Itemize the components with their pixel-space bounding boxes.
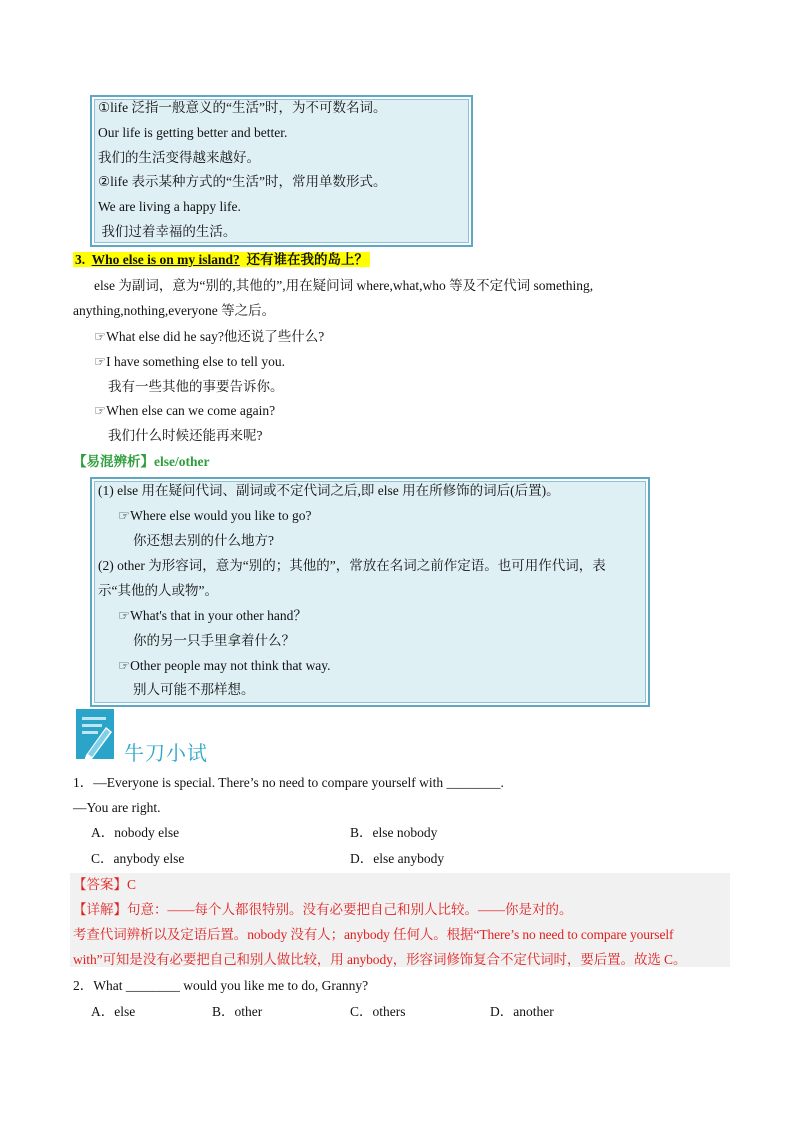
point3-example-2: ☞I have something else to tell you. bbox=[94, 354, 285, 369]
q1-detail-3: with”可知是没有必要把自己和别人做比较，用 anybody，形容词修饰复合不定代词时，要后置。故选 C。 bbox=[73, 952, 687, 967]
point3-highlight bbox=[73, 252, 370, 267]
note-box-life-fill bbox=[94, 99, 469, 243]
box1-line-3: 我们的生活变得越来越好。 bbox=[98, 150, 260, 165]
q2-option-d: D．another bbox=[490, 1004, 554, 1019]
box1-line-5: We are living a happy life. bbox=[98, 199, 241, 214]
box2-line-8: ☞Other people may not think that way. bbox=[118, 658, 331, 673]
q1-detail-1: 【详解】句意：——每个人都很特别。没有必要把自己和别人比较。——你是对的。 bbox=[73, 902, 573, 917]
point3-number: 3. bbox=[75, 252, 86, 267]
q1-option-c: C．anybody else bbox=[91, 851, 185, 866]
point3-translation: 还有谁在我的岛上？ bbox=[246, 252, 369, 267]
q1-stem: 1．—Everyone is special. There’s no need to compare yourself with ________. bbox=[73, 775, 504, 790]
box2-line-4: (2) other 为形容词，意为“别的；其他的”，常放在名词之前作定语。也可用作代词，表 bbox=[98, 558, 606, 573]
point3-example-4: ☞When else can we come again? bbox=[94, 403, 276, 418]
q1-option-b: B．else nobody bbox=[350, 825, 438, 840]
q1-answer: 【答案】C bbox=[73, 877, 137, 892]
point3-example-1: ☞What else did he say?他还说了些什么? bbox=[94, 329, 325, 344]
practice-title: 牛刀小试 bbox=[124, 741, 208, 765]
q1-reply: —You are right. bbox=[73, 800, 161, 815]
point3-heading bbox=[73, 251, 370, 269]
box1-line-6: 我们过着幸福的生活。 bbox=[98, 224, 237, 239]
box2-line-6: ☞What's that in your other hand？ bbox=[118, 608, 307, 623]
point3-example-5: 我们什么时候还能再来呢? bbox=[108, 428, 263, 443]
point3-example-3: 我有一些其他的事要告诉你。 bbox=[108, 379, 284, 394]
q1-option-a: A．nobody else bbox=[91, 825, 180, 840]
box2-line-1: (1) else 用在疑问代词、副词或不定代词之后,即 else 用在所修饰的词后(后置)。 bbox=[98, 483, 560, 498]
point3-sentence: Who else is on my island? bbox=[91, 252, 240, 267]
pencil-note-icon bbox=[72, 707, 118, 763]
box2-line-7: 你的另一只手里拿着什么？ bbox=[133, 633, 295, 648]
box1-line-4: ②life 表示某种方式的“生活”时，常用单数形式。 bbox=[98, 174, 387, 189]
box2-line-2: ☞Where else would you like to go? bbox=[118, 508, 312, 523]
box2-line-9: 别人可能不那样想。 bbox=[133, 682, 255, 697]
box2-line-5: 示“其他的人或物”。 bbox=[98, 583, 218, 598]
q1-option-d: D．else anybody bbox=[350, 851, 445, 866]
box1-line-1: ①life 泛指一般意义的“生活”时，为不可数名词。 bbox=[98, 100, 387, 115]
confusion-heading: 【易混辨析】else/other bbox=[73, 454, 210, 469]
q1-detail-2: 考查代词辨析以及定语后置。nobody 没有人；anybody 任何人。根据“There’s no need to compare yourself bbox=[73, 927, 674, 942]
point3-explain-2: anything,nothing,everyone 等之后。 bbox=[73, 303, 276, 318]
q2-option-b: B．other bbox=[212, 1004, 263, 1019]
q2-option-c: C．others bbox=[350, 1004, 406, 1019]
box1-line-2: Our life is getting better and better. bbox=[98, 125, 288, 140]
box2-line-3: 你还想去别的什么地方? bbox=[133, 533, 274, 548]
point3-explain-1: else 为副词，意为“别的,其他的”,用在疑问词 where,what,who 等及不定代词 something, bbox=[94, 278, 594, 293]
q2-stem: 2．What ________ would you like me to do, Granny? bbox=[73, 978, 369, 993]
q2-option-a: A．else bbox=[91, 1004, 136, 1019]
